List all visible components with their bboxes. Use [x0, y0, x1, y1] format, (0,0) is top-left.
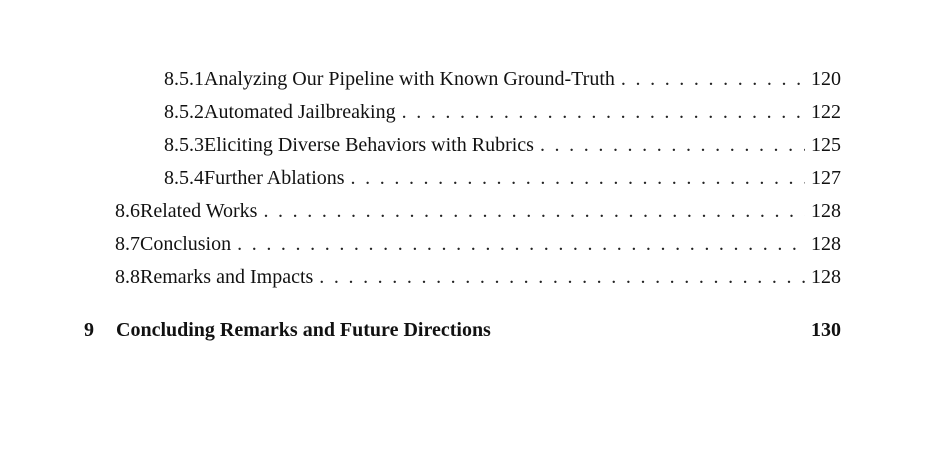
- dot-leader: [351, 165, 805, 191]
- chapter-number: 9: [84, 319, 94, 341]
- dot-leader: [540, 132, 805, 158]
- dot-leader: [263, 198, 805, 224]
- toc-entry-8-5-4[interactable]: [164, 165, 841, 191]
- section-title: Eliciting Diverse Behaviors with Rubrics: [204, 132, 540, 158]
- page-number: 120: [805, 66, 841, 92]
- section-number: 8.5.3: [164, 134, 204, 156]
- dot-leader: [319, 264, 805, 290]
- toc-chapter-9[interactable]: [84, 317, 841, 343]
- toc-entry-8-8[interactable]: [115, 264, 841, 290]
- chapter-title: Concluding Remarks and Future Directions: [116, 317, 497, 343]
- section-title: Remarks and Impacts: [140, 264, 319, 290]
- page-number: 128: [805, 198, 841, 224]
- toc-entry-8-7[interactable]: [115, 231, 841, 257]
- toc-entry-8-5-3[interactable]: [164, 132, 841, 158]
- toc-entry-8-6[interactable]: [115, 198, 841, 224]
- page-number: 128: [805, 231, 841, 257]
- section-title: Related Works: [140, 198, 263, 224]
- page-number: 122: [805, 99, 841, 125]
- section-number: 8.5.2: [164, 101, 204, 123]
- page-number: 127: [805, 165, 841, 191]
- section-number: 8.5.4: [164, 167, 204, 189]
- section-number: 8.8: [115, 266, 140, 288]
- dot-leader: [402, 99, 805, 125]
- section-title: Further Ablations: [204, 165, 351, 191]
- section-title: Conclusion: [140, 231, 237, 257]
- dot-leader: [621, 66, 805, 92]
- toc-entry-8-5-1[interactable]: [164, 66, 841, 92]
- section-title: Analyzing Our Pipeline with Known Ground-Truth: [204, 66, 621, 92]
- section-number: 8.6: [115, 200, 140, 222]
- section-title: Automated Jailbreaking: [204, 99, 402, 125]
- section-number: 8.5.1: [164, 68, 204, 90]
- section-number: 8.7: [115, 233, 140, 255]
- chapter-page-number: 130: [805, 317, 841, 343]
- page-number: 128: [805, 264, 841, 290]
- dot-leader: [237, 231, 805, 257]
- page-number: 125: [805, 132, 841, 158]
- toc-entry-8-5-2[interactable]: [164, 99, 841, 125]
